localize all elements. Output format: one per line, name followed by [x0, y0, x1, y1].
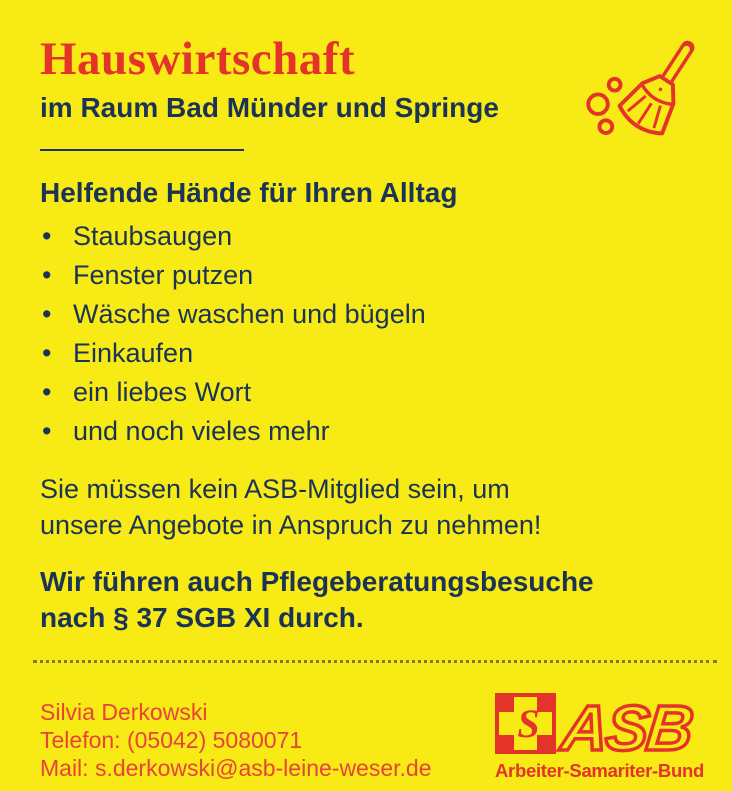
- asb-logo: [495, 693, 710, 782]
- service-item: • ein liebes Wort: [40, 373, 712, 412]
- title-underline: [40, 149, 244, 151]
- service-item: • Wäsche waschen und bügeln: [40, 295, 712, 334]
- asb-emblem: [495, 693, 556, 754]
- page-subtitle: im Raum Bad Münder und Springe: [40, 91, 499, 123]
- contact-name: Silvia Derkowski: [40, 698, 208, 725]
- services-list: [40, 217, 712, 451]
- contact-block: [40, 698, 432, 782]
- emblem-letter: S: [517, 700, 540, 746]
- header: [40, 34, 712, 151]
- dotted-divider: [33, 660, 717, 663]
- service-item: • Staubsaugen: [40, 217, 712, 256]
- membership-note: Sie müssen kein ASB-Mitglied sein, um unsere Angebote in Anspruch zu nehmen!: [40, 473, 542, 540]
- service-item: • und noch vieles mehr: [40, 412, 712, 451]
- broom-icon: [573, 32, 708, 154]
- services-heading: Helfende Hände für Ihren Alltag: [40, 176, 458, 208]
- service-item: • Fenster putzen: [40, 256, 712, 295]
- asb-acronym: ASB: [558, 691, 695, 764]
- contact-email: Mail: s.derkowski@asb-leine-weser.de: [40, 754, 432, 781]
- page-title: Hauswirtschaft: [40, 33, 356, 85]
- care-visits-note: Wir führen auch Pflegeberatungsbesuche nach § 37 SGB XI durch.: [40, 565, 594, 633]
- service-item: • Einkaufen: [40, 334, 712, 373]
- footer: [0, 693, 732, 782]
- asb-full-name: Arbeiter-Samariter-Bund: [495, 759, 704, 781]
- contact-phone: Telefon: (05042) 5080071: [40, 726, 303, 753]
